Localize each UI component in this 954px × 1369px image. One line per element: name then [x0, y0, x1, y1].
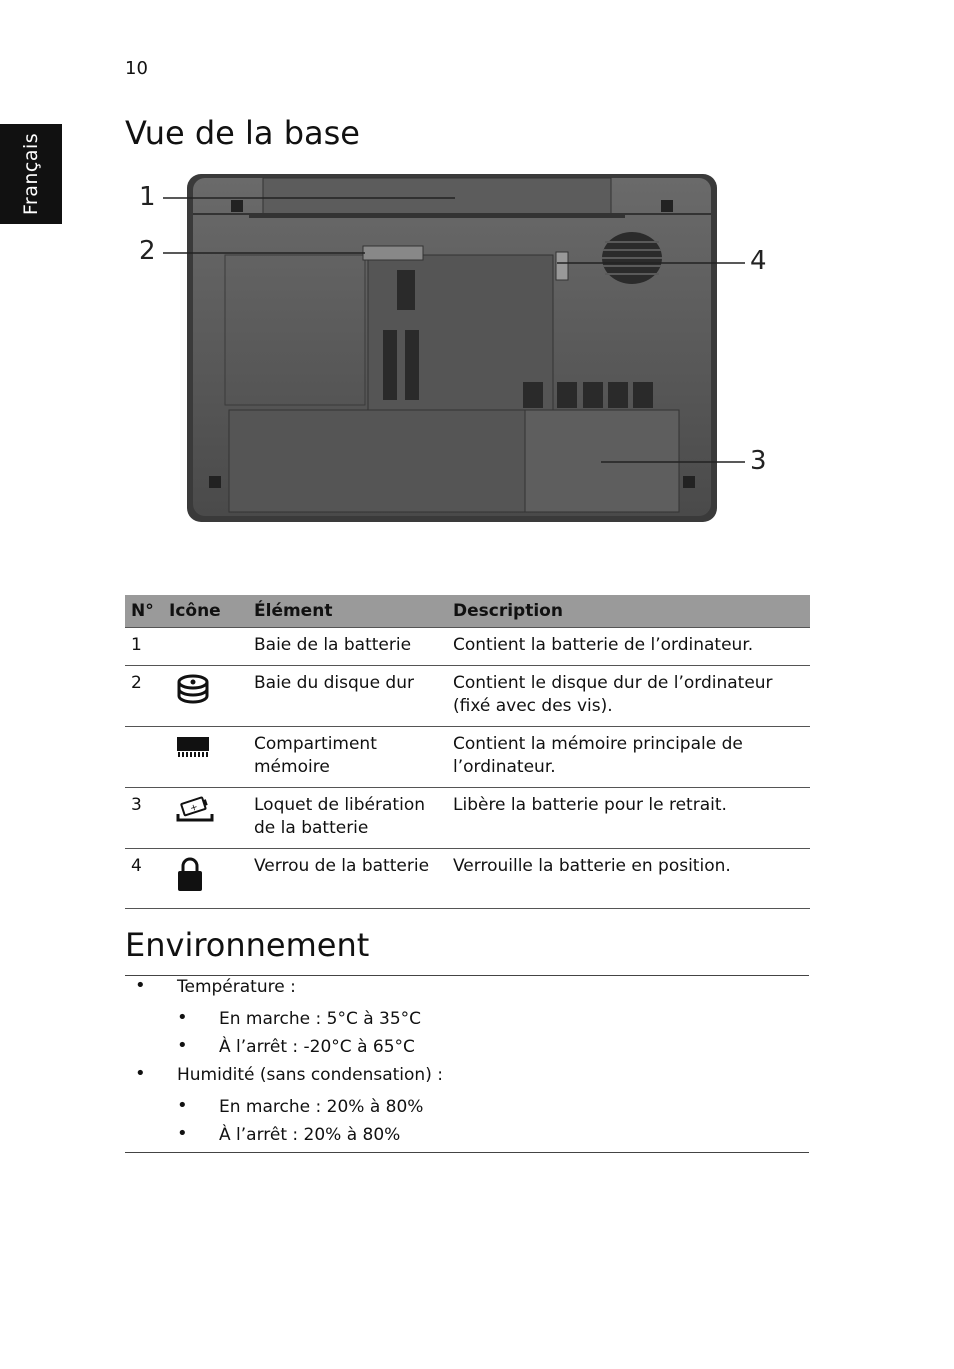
row-element: Verrou de la batterie [248, 849, 447, 909]
row-number: 1 [125, 628, 163, 666]
row-number: 3 [125, 788, 163, 849]
base-components-table [125, 595, 810, 909]
section-title-base: Vue de la base [125, 114, 360, 152]
col-header-element: Élément [248, 595, 447, 628]
row-number: 4 [125, 849, 163, 909]
row-element: Compartiment mémoire [248, 727, 447, 788]
battery-release-icon [175, 794, 215, 826]
callout-4: 4 [750, 246, 767, 276]
table-row [125, 727, 810, 788]
divider [125, 975, 809, 976]
row-description: Libère la batterie pour le retrait. [447, 788, 810, 849]
table-row [125, 849, 810, 909]
bullet: • [177, 1123, 188, 1144]
row-icon-empty [163, 628, 248, 666]
memory-icon [175, 733, 211, 759]
col-header-number: N° [125, 595, 163, 628]
hard-disk-icon [175, 672, 211, 708]
table-header-row [125, 595, 810, 628]
bullet: • [135, 1063, 146, 1084]
table-row [125, 628, 810, 666]
svg-text:+: + [188, 802, 200, 815]
bullet: • [177, 1035, 188, 1056]
callout-3: 3 [750, 446, 767, 476]
row-element: Loquet de libération de la batterie [248, 788, 447, 849]
row-element: Baie de la batterie [248, 628, 447, 666]
row-description: Contient le disque dur de l’ordinateur (fixé avec des vis). [447, 666, 810, 727]
laptop-base-figure [125, 160, 825, 540]
col-header-icon: Icône [163, 595, 248, 628]
row-description: Contient la mémoire principale de l’ordinateur. [447, 727, 810, 788]
callout-2: 2 [139, 236, 156, 266]
table-row [125, 788, 810, 849]
divider [125, 1152, 809, 1153]
language-label: Français [20, 132, 42, 216]
col-header-description: Description [447, 595, 810, 628]
lock-icon [175, 855, 205, 893]
bullet: • [177, 1095, 188, 1116]
row-number: 2 [125, 666, 163, 727]
laptop-base-illustration [125, 160, 825, 540]
row-description: Verrouille la batterie en position. [447, 849, 810, 909]
bullet: • [177, 1007, 188, 1028]
language-side-tab [0, 124, 62, 224]
section-title-environment: Environnement [125, 926, 370, 964]
page-number: 10 [125, 58, 148, 79]
table-row [125, 666, 810, 727]
row-number [125, 727, 163, 788]
bullet: • [135, 975, 146, 996]
row-description: Contient la batterie de l’ordinateur. [447, 628, 810, 666]
row-element: Baie du disque dur [248, 666, 447, 727]
callout-1: 1 [139, 182, 156, 212]
